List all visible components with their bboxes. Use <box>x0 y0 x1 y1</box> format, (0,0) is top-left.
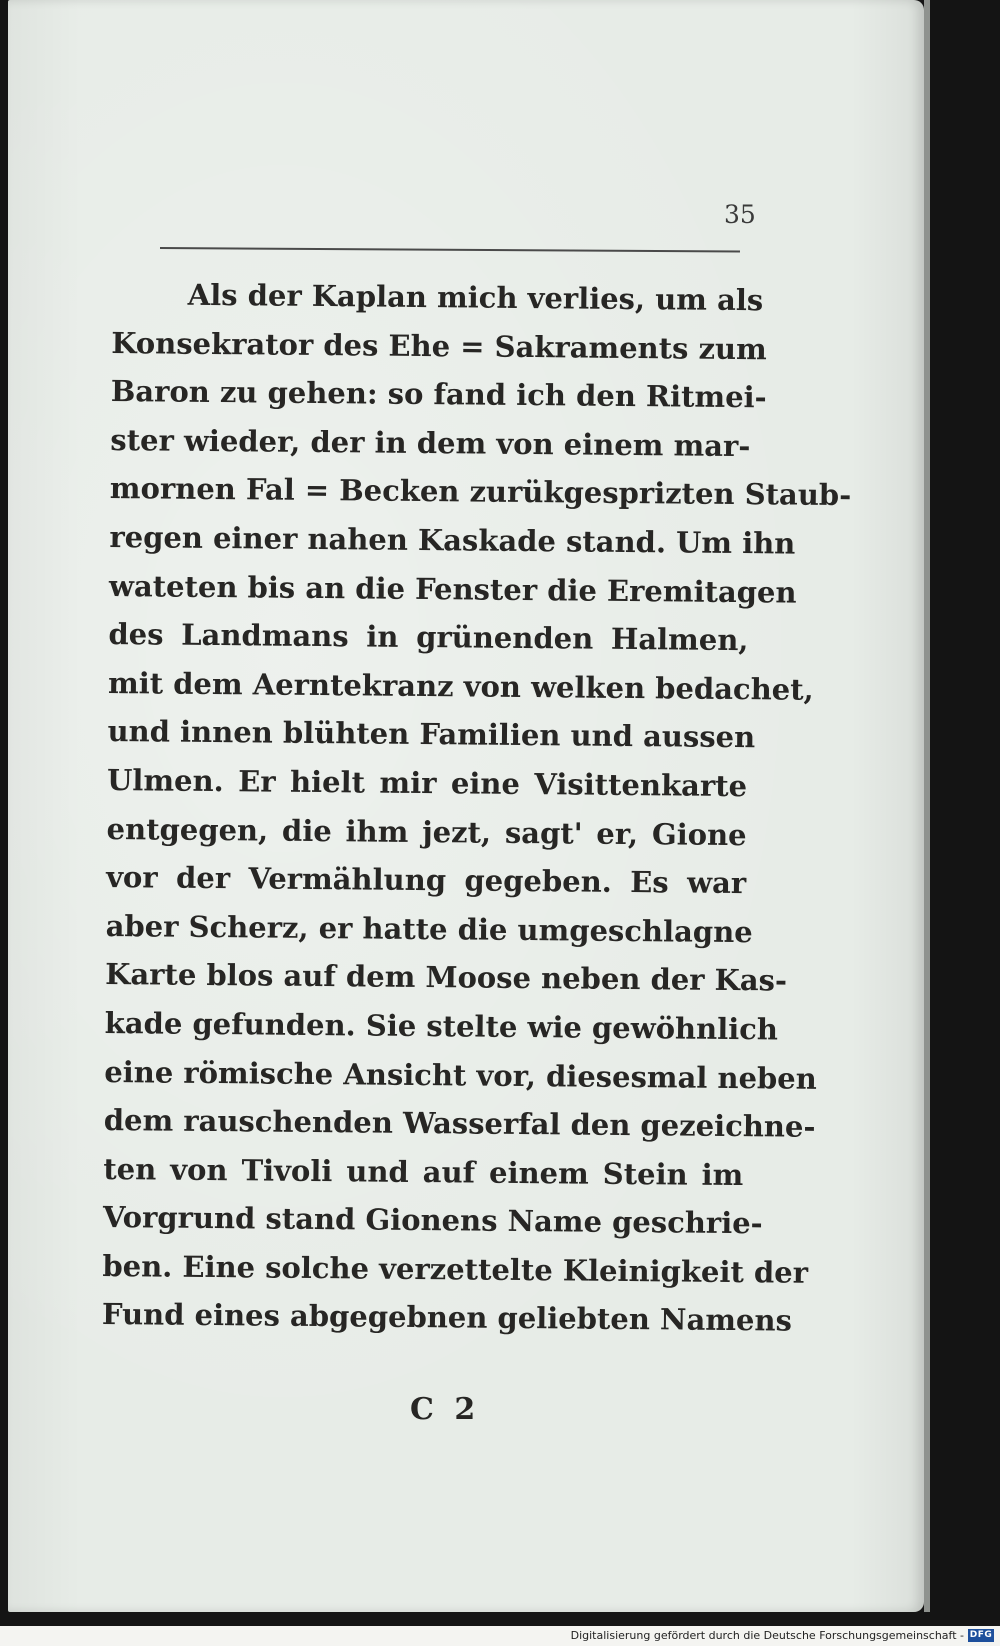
text-line: mit dem Aerntekranz von welken bedachet, <box>107 665 814 707</box>
footer-bar <box>0 1626 1000 1646</box>
text-line: regen einer nahen Kaskade stand. Um ihn <box>109 519 796 561</box>
paper-page <box>8 0 924 1612</box>
text-line: eine römische Ansicht vor, diesesmal neben <box>104 1054 817 1096</box>
text-line: kade gefunden. Sie stelte wie gewöhnlich <box>104 1005 779 1047</box>
text-line: mornen Fal = Becken zurükgesprizten Staub- <box>109 471 852 513</box>
text-line: Konsekrator des Ehe = Sakraments zum <box>111 325 767 366</box>
signature-mark: C 2 <box>410 1392 476 1427</box>
page-number: 35 <box>724 200 756 229</box>
dfg-logo-icon: DFG <box>969 1630 993 1640</box>
text-line: vor der Vermählung gegeben. Es war <box>106 860 747 901</box>
page-edge <box>924 0 930 1612</box>
body-text <box>101 270 852 1345</box>
text-line: ten von Tivoli und auf einem Stein im <box>103 1151 744 1192</box>
text-line: Als der Kaplan mich verlies, um als <box>187 277 764 318</box>
text-line: wateten bis an die Fenster die Eremitagen <box>108 568 797 610</box>
text-line: Karte blos auf dem Moose neben der Kas- <box>105 957 788 998</box>
text-line: aber Scherz, er hatte die umgeschlagne <box>105 908 753 949</box>
text-line: ster wieder, der in dem von einem mar- <box>110 422 751 463</box>
text-line: und innen blühten Familien und aussen <box>107 714 756 755</box>
text-line: Fund eines abgegebnen geliebten Namens <box>101 1297 793 1339</box>
text-line: Baron zu gehen: so fand ich den Ritmei- <box>110 374 767 415</box>
header-rule <box>160 247 740 253</box>
text-line: entgegen, die ihm jezt, sagt' er, Gione <box>106 811 747 852</box>
text-line: ben. Eine solche verzettelte Kleinigkeit der <box>102 1248 809 1290</box>
text-line: des Landmans in grünenden Halmen, <box>108 617 749 658</box>
text-line: Ulmen. Er hielt mir eine Visittenkarte <box>106 762 748 804</box>
text-line: dem rauschenden Wasserfal den gezeichne- <box>103 1103 816 1144</box>
text-line: Vorgrund stand Gionens Name geschrie- <box>102 1200 763 1241</box>
funding-note: Digitalisierung gefördert durch die Deutsche Forschungsgemeinschaft - <box>570 1629 964 1642</box>
